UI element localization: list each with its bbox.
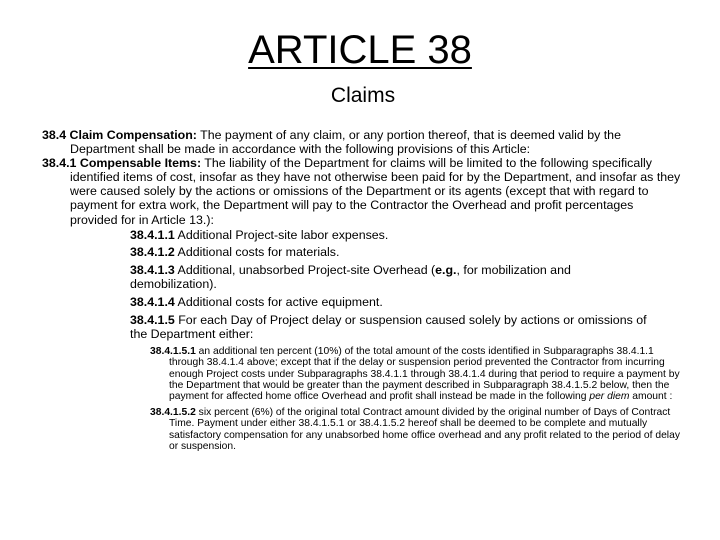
item-number: 38.4.1.4 xyxy=(130,295,175,310)
subitem-emphasis: per diem xyxy=(589,391,630,403)
paragraph-38-4 xyxy=(42,128,682,156)
subitem-text-after: amount : xyxy=(629,391,673,403)
item-number: 38.4.1.1 xyxy=(130,227,175,242)
item-38-4-1-4 xyxy=(130,295,650,310)
item-number: 38.4.1.3 xyxy=(130,262,175,277)
item-number: 38.4.1.2 xyxy=(130,245,175,260)
item-text-after: , for mobilization and demobilization). xyxy=(130,262,571,292)
item-38-4-1-1 xyxy=(130,228,650,243)
item-text: For each Day of Project delay or suspension caused solely by actions or omissions of the Department either: xyxy=(130,312,647,342)
section-text: The liability of the Department for claims will be limited to the following specifically identified items of cost, insofar as they have not otherwise been paid for by the Department, and insofar as they were caused solely by the actions or omissions of the Department or its agents (except that with regard to payment for extra work, the Department will pay to the Contractor the Overhead and profit percentages provided for in Article 13.): xyxy=(70,156,681,227)
item-38-4-1-5 xyxy=(130,313,650,342)
section-text: The payment of any claim, or any portion thereof, that is deemed valid by the Department shall be made in accordance with the following provisions of this Article: xyxy=(70,128,621,157)
page-subtitle: Claims xyxy=(330,84,396,107)
subitem-38-4-1-5-2 xyxy=(150,407,681,453)
item-text: Additional costs for active equipment. xyxy=(174,295,383,310)
item-text: Additional, unabsorbed Project-site Overhead ( xyxy=(174,262,436,277)
document-body xyxy=(42,128,682,452)
item-emphasis: e.g. xyxy=(435,262,457,277)
page-title-text: ARTICLE 38 xyxy=(248,28,472,72)
item-38-4-1-3 xyxy=(130,263,650,292)
item-38-4-1-2 xyxy=(130,245,650,260)
item-number: 38.4.1.5 xyxy=(130,312,175,327)
subitem-number: 38.4.1.5.2 xyxy=(150,406,196,418)
section-number: 38.4.1 Compensable Items: xyxy=(42,156,202,171)
subitem-text: an additional ten percent (10%) of the total amount of the costs identified in Subparagraphs 38.4.1.1 through 38.4.1.4 above; except that if the delay or suspension period prevented the Contractor from incurring enough Project costs under Subparagraphs 38.4.1.1 through 38.4.1.4 during that period to require a payment by the Department that would be greater than the payment described in Subparagraph 38.4.1.5.2 below, then the payment for affected home office Overhead and profit shall instead be made in the following xyxy=(169,345,680,403)
section-number: 38.4 Claim Compensation: xyxy=(42,128,197,142)
paragraph-38-4-1 xyxy=(42,156,682,226)
item-text: Additional Project-site labor expenses. xyxy=(174,227,389,242)
subitem-38-4-1-5-1 xyxy=(150,346,681,403)
subitem-text: six percent (6%) of the original total Contract amount divided by the original number of Days of Contract Time. Payment under either 38.4.1.5.1 or 38.4.1.5.2 hereof shall be deemed to be complete and mutually satisfactory compensation for any unabsorbed home office overhead and any profit related to the period of delay or suspension. xyxy=(169,406,680,453)
subitem-number: 38.4.1.5.1 xyxy=(150,345,196,357)
item-text: Additional costs for materials. xyxy=(174,245,340,260)
page-title xyxy=(0,28,720,72)
